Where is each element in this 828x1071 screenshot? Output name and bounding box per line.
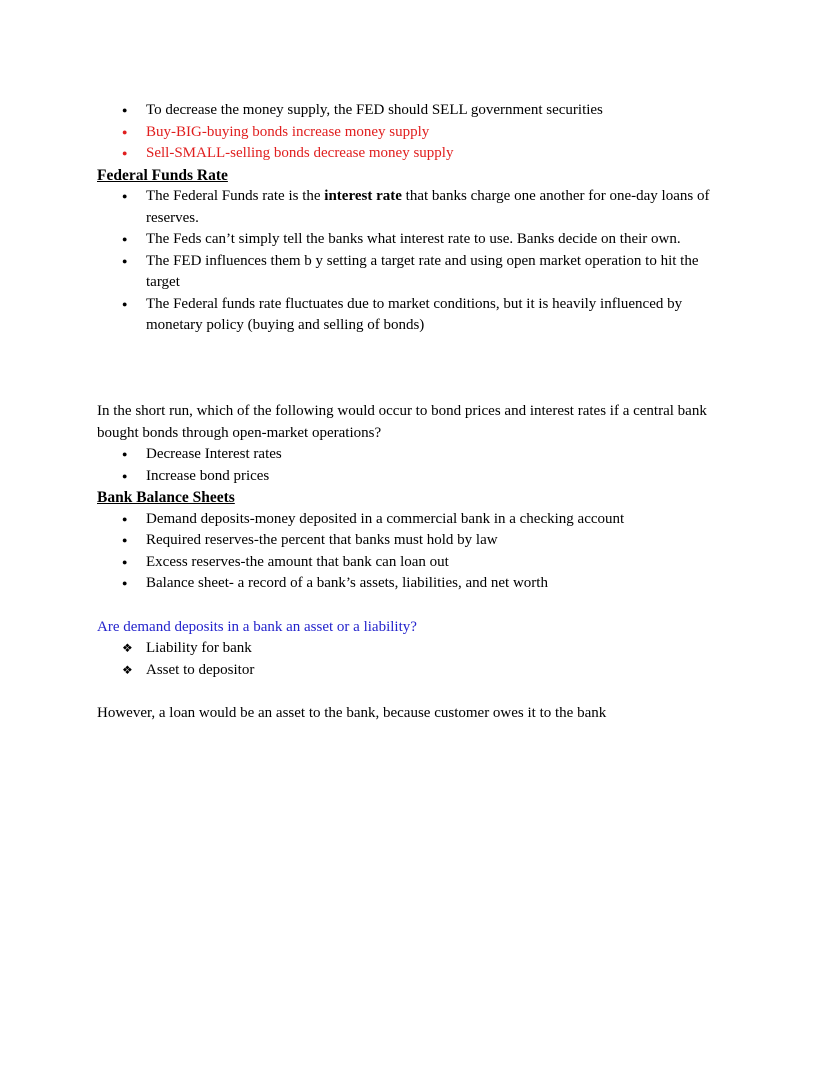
disc-bullet-marker: ●	[122, 578, 128, 588]
bullet-item	[97, 573, 760, 595]
intro-bullet-list	[97, 100, 760, 165]
bullet-item	[97, 638, 760, 660]
note-paragraph-loan-asset: However, a loan would be an asset to the bank, because customer owes it to the bank	[97, 704, 607, 721]
deposits-answers-list	[97, 638, 760, 681]
bullet-item	[97, 122, 760, 144]
bullet-text: Buy-BIG-buying bonds increase money supply	[146, 123, 430, 140]
bullet-item	[97, 229, 760, 251]
bullet-text: Excess reserves-the amount that bank can loan out	[146, 553, 449, 570]
bullet-text: Asset to depositor	[146, 661, 255, 678]
bullet-text: Balance sheet- a record of a bank’s assets, liabilities, and net worth	[146, 575, 548, 591]
bullet-item	[97, 186, 760, 229]
bullet-text-bold-segment: interest rate	[324, 188, 402, 204]
disc-bullet-marker: ●	[122, 298, 128, 309]
bullet-text-segment: The Federal Funds rate is the	[146, 188, 325, 204]
bullet-text: Required reserves-the percent that banks must hold by law	[146, 532, 498, 548]
bullet-text: The Feds can’t simply tell the banks what interest rate to use. Banks decide on their own.	[146, 231, 681, 247]
disc-bullet-marker: ●	[122, 449, 128, 459]
disc-bullet-marker: ●	[122, 234, 128, 244]
bullet-item	[97, 466, 760, 488]
disc-bullet-marker: ●	[122, 470, 128, 481]
bullet-item	[97, 100, 760, 122]
disc-bullet-marker: ●	[122, 513, 128, 524]
disc-bullet-marker: ●	[122, 535, 128, 545]
bullet-text: Liability for bank	[146, 640, 252, 656]
disc-bullet-marker: ●	[122, 556, 128, 567]
bullet-text: Sell-SMALL-selling bonds decrease money supply	[146, 145, 454, 161]
balance-sheets-bullet-list	[97, 509, 760, 595]
bullet-text	[146, 186, 726, 229]
bullet-item	[97, 509, 760, 531]
disc-bullet-marker: ●	[122, 255, 128, 266]
disc-bullet-marker: ●	[122, 126, 128, 137]
bullet-item	[97, 552, 760, 574]
disc-bullet-marker: ●	[122, 148, 128, 158]
section-heading-bank-balance-sheets: Bank Balance Sheets	[97, 489, 235, 506]
disc-bullet-marker: ●	[122, 191, 128, 201]
bullet-text: To decrease the money supply, the FED should SELL government securities	[146, 102, 603, 118]
question-paragraph-deposits: Are demand deposits in a bank an asset or a liability?	[97, 618, 417, 635]
bullet-item	[97, 660, 760, 682]
bullet-item	[97, 444, 760, 466]
bullet-text: Decrease Interest rates	[146, 446, 282, 462]
bullet-text: The Federal funds rate fluctuates due to market conditions, but it is heavily influenced by monetary policy (buying and selling of bonds)	[146, 295, 683, 333]
question-paragraph-short-run: In the short run, which of the following would occur to bond prices and interest rates if a central bank bought bonds through open-market operations?	[97, 403, 707, 441]
section-heading-federal-funds-rate: Federal Funds Rate	[97, 166, 228, 184]
bullet-text-segment: that banks charge one another for one-day loans of reserves.	[146, 188, 710, 226]
diamond-bullet-marker: ❖	[122, 662, 133, 677]
bullet-text: Increase bond prices	[146, 467, 270, 484]
bullet-item	[97, 530, 760, 552]
bullet-item	[97, 251, 760, 294]
bullet-text: The FED influences them b y setting a target rate and using open market operation to hit the target	[146, 252, 699, 290]
federal-funds-bullet-list	[97, 186, 760, 337]
bullet-text: Demand deposits-money deposited in a commercial bank in a checking account	[146, 510, 625, 527]
bullet-item	[97, 143, 760, 165]
short-run-answers-list	[97, 444, 760, 487]
disc-bullet-marker: ●	[122, 105, 128, 115]
bullet-item	[97, 294, 760, 337]
diamond-bullet-marker: ❖	[122, 641, 133, 655]
